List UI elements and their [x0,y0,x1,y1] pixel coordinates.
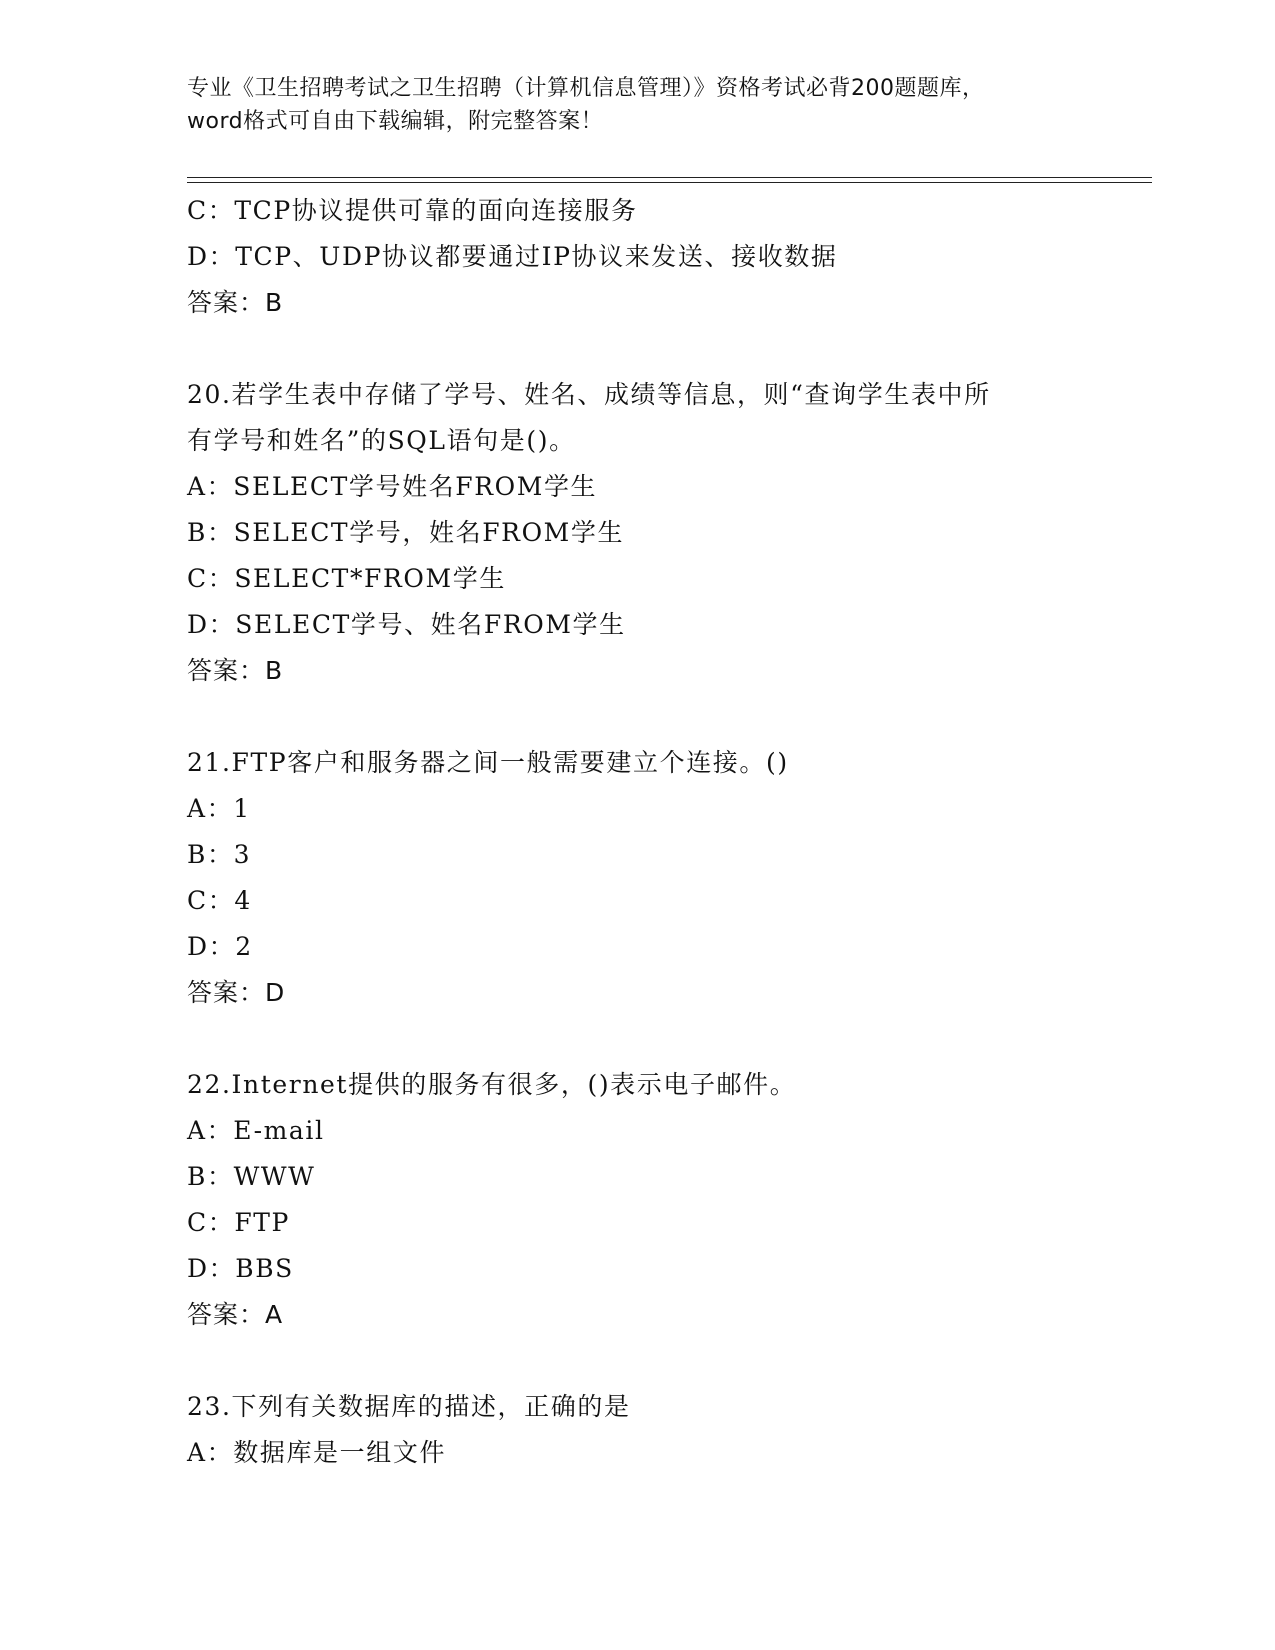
option-c: C：4 [187,886,252,915]
option-b: B：3 [187,840,252,869]
option-a: A：E-mail [187,1116,325,1145]
option-c: C：FTP [187,1208,290,1237]
spacer [187,1338,1152,1384]
answer: 答案：A [187,1300,284,1329]
option-a: A：1 [187,794,251,823]
header-line-2: word格式可自由下载编辑，附完整答案！ [187,109,604,134]
answer: 答案：B [187,656,284,685]
spacer [187,694,1152,740]
spacer [187,326,1152,372]
option-d: D：BBS [187,1254,294,1283]
option-c: C：SELECT*FROM学生 [187,564,506,593]
question-22 [187,1062,1152,1338]
option-b: B：WWW [187,1162,316,1191]
question-stem: 21.FTP客户和服务器之间一般需要建立个连接。() [187,748,789,777]
spacer [187,1016,1152,1062]
option-d: D：2 [187,932,253,961]
option-d: D：TCP、UDP协议都要通过IP协议来发送、接收数据 [187,242,838,271]
document-header [187,72,1087,138]
option-a: A：数据库是一组文件 [187,1438,447,1467]
answer: 答案：D [187,978,286,1007]
header-rule-bottom [187,182,1152,183]
question-23 [187,1384,1152,1476]
option-a: A：SELECT学号姓名FROM学生 [187,472,598,501]
header-line-1: 专业《卫生招聘考试之卫生招聘（计算机信息管理）》资格考试必背200题题库， [187,76,985,101]
question-stem: 23.下列有关数据库的描述，正确的是 [187,1392,631,1421]
header-rule-top [187,177,1152,178]
document-body [187,188,1152,1476]
option-b: B：SELECT学号，姓名FROM学生 [187,518,625,547]
question-stem-continued: 有学号和姓名”的SQL语句是()。 [187,426,576,455]
question-20 [187,372,1152,694]
question-stem: 20.若学生表中存储了学号、姓名、成绩等信息，则“查询学生表中所 [187,380,991,409]
question-stem: 22.Internet提供的服务有很多，()表示电子邮件。 [187,1070,797,1099]
answer: 答案：B [187,288,284,317]
question-21 [187,740,1152,1016]
option-d: D：SELECT学号、姓名FROM学生 [187,610,626,639]
option-c: C：TCP协议提供可靠的面向连接服务 [187,196,638,225]
question-19-continued [187,188,1152,326]
